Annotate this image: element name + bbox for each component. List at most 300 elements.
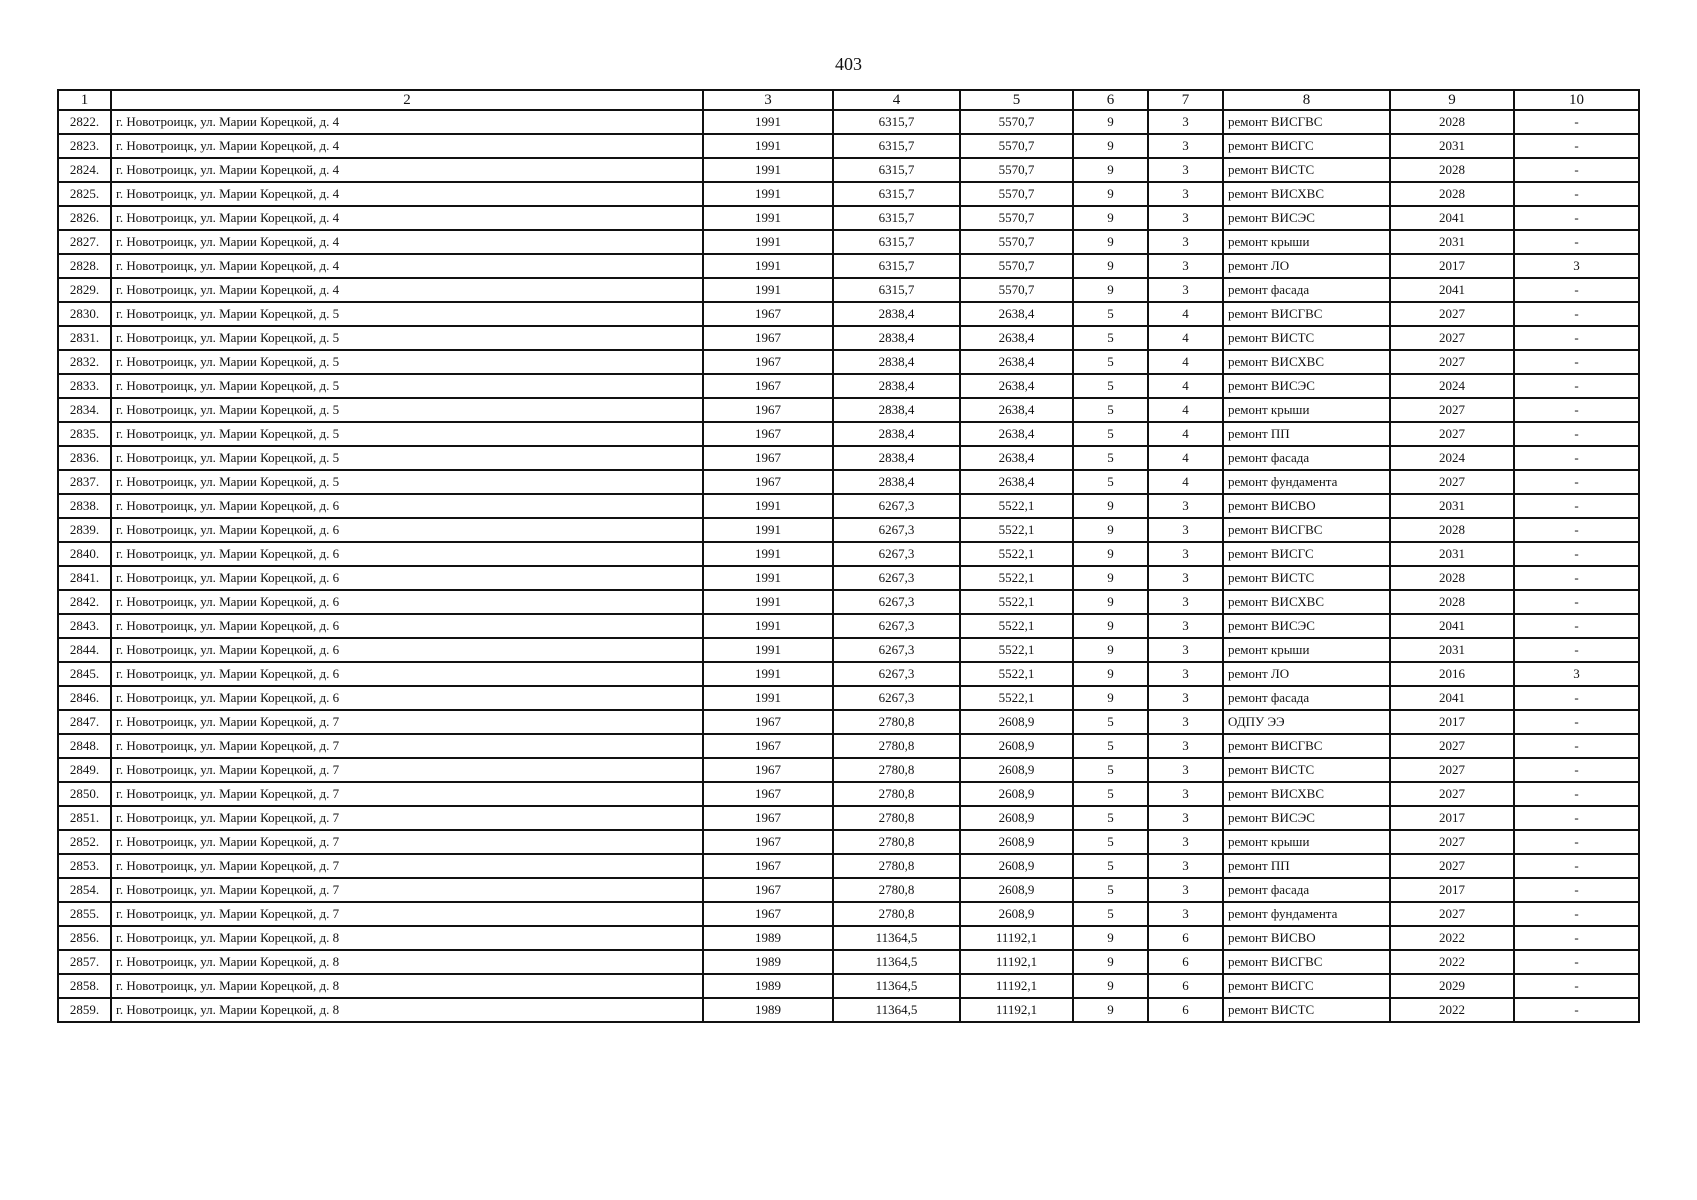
- cell-entrances: 3: [1148, 662, 1223, 686]
- cell-note: 3: [1514, 662, 1639, 686]
- cell-note: -: [1514, 422, 1639, 446]
- cell-planned-year: 2028: [1390, 182, 1514, 206]
- cell-living-area: 2638,4: [960, 470, 1073, 494]
- cell-planned-year: 2016: [1390, 662, 1514, 686]
- cell-work-type: ремонт ВИСЭС: [1223, 374, 1390, 398]
- cell-work-type: ремонт ПП: [1223, 854, 1390, 878]
- cell-planned-year: 2027: [1390, 398, 1514, 422]
- cell-floors: 5: [1073, 854, 1148, 878]
- cell-living-area: 5570,7: [960, 158, 1073, 182]
- cell-planned-year: 2027: [1390, 782, 1514, 806]
- column-header-8: 8: [1223, 90, 1390, 110]
- header-row: [58, 90, 1639, 110]
- cell-living-area: 5570,7: [960, 278, 1073, 302]
- cell-entrances: 3: [1148, 686, 1223, 710]
- cell-address: г. Новотроицк, ул. Марии Корецкой, д. 6: [111, 638, 703, 662]
- cell-floors: 5: [1073, 302, 1148, 326]
- cell-total-area: 6267,3: [833, 686, 960, 710]
- cell-note: -: [1514, 350, 1639, 374]
- cell-entrances: 3: [1148, 806, 1223, 830]
- cell-planned-year: 2017: [1390, 710, 1514, 734]
- cell-work-type: ремонт ВИСТС: [1223, 758, 1390, 782]
- cell-row-number: 2835.: [58, 422, 111, 446]
- cell-address: г. Новотроицк, ул. Марии Корецкой, д. 8: [111, 974, 703, 998]
- cell-living-area: 5522,1: [960, 566, 1073, 590]
- cell-work-type: ремонт крыши: [1223, 230, 1390, 254]
- cell-year-built: 1991: [703, 590, 833, 614]
- cell-total-area: 11364,5: [833, 950, 960, 974]
- cell-year-built: 1967: [703, 326, 833, 350]
- cell-floors: 5: [1073, 782, 1148, 806]
- cell-entrances: 6: [1148, 926, 1223, 950]
- cell-year-built: 1991: [703, 158, 833, 182]
- cell-row-number: 2841.: [58, 566, 111, 590]
- table-row: [58, 350, 1639, 374]
- cell-living-area: 2608,9: [960, 734, 1073, 758]
- cell-work-type: ремонт фасада: [1223, 686, 1390, 710]
- cell-floors: 9: [1073, 110, 1148, 134]
- cell-entrances: 4: [1148, 302, 1223, 326]
- cell-note: -: [1514, 758, 1639, 782]
- cell-total-area: 6267,3: [833, 638, 960, 662]
- cell-total-area: 2838,4: [833, 422, 960, 446]
- cell-entrances: 3: [1148, 158, 1223, 182]
- cell-work-type: ремонт ВИСХВС: [1223, 182, 1390, 206]
- cell-total-area: 6315,7: [833, 278, 960, 302]
- cell-row-number: 2850.: [58, 782, 111, 806]
- column-header-5: 5: [960, 90, 1073, 110]
- table-row: [58, 398, 1639, 422]
- cell-address: г. Новотроицк, ул. Марии Корецкой, д. 4: [111, 278, 703, 302]
- cell-work-type: ремонт фасада: [1223, 878, 1390, 902]
- cell-living-area: 5570,7: [960, 110, 1073, 134]
- cell-row-number: 2826.: [58, 206, 111, 230]
- cell-living-area: 2608,9: [960, 830, 1073, 854]
- cell-work-type: ремонт фасада: [1223, 278, 1390, 302]
- cell-floors: 9: [1073, 662, 1148, 686]
- cell-planned-year: 2041: [1390, 278, 1514, 302]
- cell-address: г. Новотроицк, ул. Марии Корецкой, д. 6: [111, 566, 703, 590]
- cell-year-built: 1991: [703, 638, 833, 662]
- cell-floors: 9: [1073, 638, 1148, 662]
- table-row: [58, 374, 1639, 398]
- column-header-4: 4: [833, 90, 960, 110]
- cell-planned-year: 2031: [1390, 542, 1514, 566]
- cell-total-area: 6315,7: [833, 230, 960, 254]
- cell-address: г. Новотроицк, ул. Марии Корецкой, д. 4: [111, 110, 703, 134]
- cell-year-built: 1967: [703, 878, 833, 902]
- cell-living-area: 2638,4: [960, 446, 1073, 470]
- cell-note: -: [1514, 326, 1639, 350]
- cell-living-area: 2638,4: [960, 326, 1073, 350]
- cell-year-built: 1991: [703, 566, 833, 590]
- cell-total-area: 2838,4: [833, 350, 960, 374]
- cell-living-area: 2608,9: [960, 902, 1073, 926]
- cell-row-number: 2849.: [58, 758, 111, 782]
- cell-row-number: 2828.: [58, 254, 111, 278]
- cell-row-number: 2859.: [58, 998, 111, 1022]
- cell-planned-year: 2017: [1390, 806, 1514, 830]
- table-row: [58, 326, 1639, 350]
- cell-note: -: [1514, 902, 1639, 926]
- cell-entrances: 3: [1148, 134, 1223, 158]
- cell-address: г. Новотроицк, ул. Марии Корецкой, д. 4: [111, 182, 703, 206]
- cell-living-area: 5570,7: [960, 134, 1073, 158]
- cell-year-built: 1967: [703, 710, 833, 734]
- cell-entrances: 3: [1148, 710, 1223, 734]
- cell-living-area: 2638,4: [960, 374, 1073, 398]
- cell-work-type: ремонт ВИСГС: [1223, 542, 1390, 566]
- cell-address: г. Новотроицк, ул. Марии Корецкой, д. 5: [111, 446, 703, 470]
- cell-planned-year: 2041: [1390, 686, 1514, 710]
- cell-floors: 5: [1073, 758, 1148, 782]
- cell-floors: 9: [1073, 614, 1148, 638]
- cell-note: -: [1514, 230, 1639, 254]
- cell-work-type: ремонт ВИСТС: [1223, 158, 1390, 182]
- cell-entrances: 3: [1148, 854, 1223, 878]
- cell-total-area: 11364,5: [833, 974, 960, 998]
- cell-total-area: 2780,8: [833, 854, 960, 878]
- cell-address: г. Новотроицк, ул. Марии Корецкой, д. 4: [111, 206, 703, 230]
- cell-address: г. Новотроицк, ул. Марии Корецкой, д. 6: [111, 686, 703, 710]
- table-row: [58, 710, 1639, 734]
- cell-year-built: 1991: [703, 518, 833, 542]
- cell-total-area: 6315,7: [833, 182, 960, 206]
- table-row: [58, 590, 1639, 614]
- cell-work-type: ремонт ВИСХВС: [1223, 782, 1390, 806]
- cell-row-number: 2834.: [58, 398, 111, 422]
- page-number: 403: [835, 54, 862, 74]
- cell-address: г. Новотроицк, ул. Марии Корецкой, д. 6: [111, 494, 703, 518]
- cell-entrances: 3: [1148, 206, 1223, 230]
- column-header-10: 10: [1514, 90, 1639, 110]
- cell-year-built: 1991: [703, 110, 833, 134]
- cell-floors: 9: [1073, 686, 1148, 710]
- cell-floors: 5: [1073, 710, 1148, 734]
- cell-work-type: ремонт крыши: [1223, 638, 1390, 662]
- column-header-1: 1: [58, 90, 111, 110]
- cell-floors: 9: [1073, 254, 1148, 278]
- cell-year-built: 1991: [703, 542, 833, 566]
- cell-living-area: 5570,7: [960, 230, 1073, 254]
- cell-total-area: 6267,3: [833, 542, 960, 566]
- cell-entrances: 3: [1148, 878, 1223, 902]
- cell-entrances: 3: [1148, 518, 1223, 542]
- cell-address: г. Новотроицк, ул. Марии Корецкой, д. 5: [111, 326, 703, 350]
- cell-note: -: [1514, 494, 1639, 518]
- cell-work-type: ремонт ВИСГВС: [1223, 518, 1390, 542]
- cell-row-number: 2855.: [58, 902, 111, 926]
- cell-row-number: 2837.: [58, 470, 111, 494]
- cell-note: -: [1514, 878, 1639, 902]
- cell-total-area: 6315,7: [833, 110, 960, 134]
- cell-address: г. Новотроицк, ул. Марии Корецкой, д. 5: [111, 398, 703, 422]
- cell-year-built: 1989: [703, 950, 833, 974]
- cell-row-number: 2839.: [58, 518, 111, 542]
- cell-living-area: 11192,1: [960, 950, 1073, 974]
- cell-living-area: 11192,1: [960, 926, 1073, 950]
- cell-entrances: 6: [1148, 998, 1223, 1022]
- cell-entrances: 3: [1148, 182, 1223, 206]
- cell-year-built: 1989: [703, 926, 833, 950]
- cell-work-type: ремонт фундамента: [1223, 902, 1390, 926]
- cell-address: г. Новотроицк, ул. Марии Корецкой, д. 6: [111, 518, 703, 542]
- cell-living-area: 2638,4: [960, 422, 1073, 446]
- table-row: [58, 974, 1639, 998]
- cell-total-area: 6267,3: [833, 590, 960, 614]
- cell-year-built: 1967: [703, 422, 833, 446]
- cell-note: -: [1514, 998, 1639, 1022]
- cell-planned-year: 2028: [1390, 110, 1514, 134]
- column-header-9: 9: [1390, 90, 1514, 110]
- cell-total-area: 2838,4: [833, 398, 960, 422]
- cell-total-area: 2838,4: [833, 470, 960, 494]
- cell-planned-year: 2022: [1390, 950, 1514, 974]
- cell-entrances: 3: [1148, 614, 1223, 638]
- cell-planned-year: 2027: [1390, 734, 1514, 758]
- cell-note: -: [1514, 518, 1639, 542]
- cell-total-area: 6315,7: [833, 206, 960, 230]
- cell-work-type: ОДПУ ЭЭ: [1223, 710, 1390, 734]
- cell-living-area: 5522,1: [960, 662, 1073, 686]
- cell-address: г. Новотроицк, ул. Марии Корецкой, д. 5: [111, 374, 703, 398]
- table-header: [58, 90, 1639, 110]
- cell-address: г. Новотроицк, ул. Марии Корецкой, д. 4: [111, 230, 703, 254]
- cell-planned-year: 2022: [1390, 926, 1514, 950]
- cell-total-area: 6267,3: [833, 494, 960, 518]
- cell-total-area: 11364,5: [833, 926, 960, 950]
- table-row: [58, 998, 1639, 1022]
- cell-living-area: 2638,4: [960, 302, 1073, 326]
- cell-year-built: 1991: [703, 662, 833, 686]
- cell-year-built: 1991: [703, 614, 833, 638]
- cell-work-type: ремонт фундамента: [1223, 470, 1390, 494]
- cell-planned-year: 2027: [1390, 422, 1514, 446]
- cell-address: г. Новотроицк, ул. Марии Корецкой, д. 6: [111, 542, 703, 566]
- cell-living-area: 5522,1: [960, 542, 1073, 566]
- table-row: [58, 758, 1639, 782]
- cell-address: г. Новотроицк, ул. Марии Корецкой, д. 8: [111, 926, 703, 950]
- cell-address: г. Новотроицк, ул. Марии Корецкой, д. 7: [111, 806, 703, 830]
- cell-entrances: 4: [1148, 350, 1223, 374]
- cell-year-built: 1967: [703, 350, 833, 374]
- cell-planned-year: 2027: [1390, 830, 1514, 854]
- cell-total-area: 6267,3: [833, 566, 960, 590]
- registry-table: [57, 89, 1640, 1023]
- cell-work-type: ремонт фасада: [1223, 446, 1390, 470]
- table-row: [58, 926, 1639, 950]
- cell-planned-year: 2022: [1390, 998, 1514, 1022]
- cell-address: г. Новотроицк, ул. Марии Корецкой, д. 7: [111, 854, 703, 878]
- cell-row-number: 2847.: [58, 710, 111, 734]
- cell-total-area: 6267,3: [833, 614, 960, 638]
- cell-year-built: 1991: [703, 278, 833, 302]
- cell-entrances: 3: [1148, 278, 1223, 302]
- table-row: [58, 278, 1639, 302]
- cell-address: г. Новотроицк, ул. Марии Корецкой, д. 7: [111, 902, 703, 926]
- cell-row-number: 2824.: [58, 158, 111, 182]
- cell-entrances: 4: [1148, 398, 1223, 422]
- cell-row-number: 2842.: [58, 590, 111, 614]
- cell-planned-year: 2028: [1390, 566, 1514, 590]
- cell-entrances: 3: [1148, 494, 1223, 518]
- cell-entrances: 3: [1148, 830, 1223, 854]
- cell-total-area: 2780,8: [833, 782, 960, 806]
- cell-planned-year: 2024: [1390, 446, 1514, 470]
- cell-work-type: ремонт ВИСГВС: [1223, 110, 1390, 134]
- cell-planned-year: 2031: [1390, 494, 1514, 518]
- cell-planned-year: 2027: [1390, 470, 1514, 494]
- cell-note: 3: [1514, 254, 1639, 278]
- cell-total-area: 2780,8: [833, 878, 960, 902]
- cell-planned-year: 2041: [1390, 614, 1514, 638]
- cell-floors: 9: [1073, 590, 1148, 614]
- cell-work-type: ремонт ВИСЭС: [1223, 206, 1390, 230]
- table-row: [58, 566, 1639, 590]
- cell-row-number: 2856.: [58, 926, 111, 950]
- cell-planned-year: 2027: [1390, 326, 1514, 350]
- cell-living-area: 5570,7: [960, 206, 1073, 230]
- cell-year-built: 1967: [703, 374, 833, 398]
- table-body: [58, 110, 1639, 1022]
- cell-note: -: [1514, 590, 1639, 614]
- cell-planned-year: 2031: [1390, 134, 1514, 158]
- cell-entrances: 3: [1148, 734, 1223, 758]
- cell-address: г. Новотроицк, ул. Марии Корецкой, д. 5: [111, 422, 703, 446]
- cell-year-built: 1991: [703, 254, 833, 278]
- cell-planned-year: 2031: [1390, 230, 1514, 254]
- cell-address: г. Новотроицк, ул. Марии Корецкой, д. 7: [111, 734, 703, 758]
- cell-floors: 5: [1073, 878, 1148, 902]
- cell-entrances: 4: [1148, 470, 1223, 494]
- table-row: [58, 854, 1639, 878]
- cell-address: г. Новотроицк, ул. Марии Корецкой, д. 4: [111, 134, 703, 158]
- cell-address: г. Новотроицк, ул. Марии Корецкой, д. 6: [111, 590, 703, 614]
- cell-note: -: [1514, 638, 1639, 662]
- cell-planned-year: 2028: [1390, 518, 1514, 542]
- cell-floors: 5: [1073, 902, 1148, 926]
- cell-living-area: 5522,1: [960, 638, 1073, 662]
- cell-year-built: 1967: [703, 446, 833, 470]
- cell-row-number: 2853.: [58, 854, 111, 878]
- cell-note: -: [1514, 566, 1639, 590]
- cell-row-number: 2833.: [58, 374, 111, 398]
- cell-row-number: 2831.: [58, 326, 111, 350]
- cell-note: -: [1514, 614, 1639, 638]
- cell-floors: 9: [1073, 206, 1148, 230]
- cell-living-area: 2608,9: [960, 806, 1073, 830]
- cell-row-number: 2851.: [58, 806, 111, 830]
- cell-work-type: ремонт ВИСГС: [1223, 134, 1390, 158]
- column-header-3: 3: [703, 90, 833, 110]
- table-row: [58, 662, 1639, 686]
- cell-floors: 9: [1073, 494, 1148, 518]
- cell-note: -: [1514, 926, 1639, 950]
- cell-row-number: 2836.: [58, 446, 111, 470]
- cell-address: г. Новотроицк, ул. Марии Корецкой, д. 8: [111, 950, 703, 974]
- cell-note: -: [1514, 158, 1639, 182]
- cell-note: -: [1514, 950, 1639, 974]
- column-header-6: 6: [1073, 90, 1148, 110]
- cell-floors: 5: [1073, 374, 1148, 398]
- cell-row-number: 2852.: [58, 830, 111, 854]
- cell-living-area: 5522,1: [960, 686, 1073, 710]
- cell-note: -: [1514, 806, 1639, 830]
- cell-floors: 5: [1073, 422, 1148, 446]
- cell-year-built: 1967: [703, 302, 833, 326]
- table-row: [58, 542, 1639, 566]
- cell-planned-year: 2029: [1390, 974, 1514, 998]
- cell-entrances: 4: [1148, 422, 1223, 446]
- table-row: [58, 134, 1639, 158]
- cell-planned-year: 2027: [1390, 902, 1514, 926]
- cell-note: -: [1514, 446, 1639, 470]
- cell-work-type: ремонт ВИСТС: [1223, 998, 1390, 1022]
- cell-entrances: 4: [1148, 326, 1223, 350]
- cell-address: г. Новотроицк, ул. Марии Корецкой, д. 5: [111, 302, 703, 326]
- cell-living-area: 5522,1: [960, 614, 1073, 638]
- cell-note: -: [1514, 302, 1639, 326]
- cell-year-built: 1967: [703, 470, 833, 494]
- cell-address: г. Новотроицк, ул. Марии Корецкой, д. 5: [111, 350, 703, 374]
- cell-entrances: 6: [1148, 950, 1223, 974]
- cell-total-area: 2780,8: [833, 806, 960, 830]
- cell-floors: 9: [1073, 950, 1148, 974]
- cell-entrances: 3: [1148, 110, 1223, 134]
- table-row: [58, 470, 1639, 494]
- cell-row-number: 2830.: [58, 302, 111, 326]
- cell-row-number: 2825.: [58, 182, 111, 206]
- cell-work-type: ремонт ВИСТС: [1223, 566, 1390, 590]
- cell-year-built: 1991: [703, 230, 833, 254]
- cell-note: -: [1514, 134, 1639, 158]
- cell-row-number: 2843.: [58, 614, 111, 638]
- cell-total-area: 6315,7: [833, 254, 960, 278]
- cell-year-built: 1991: [703, 182, 833, 206]
- table-row: [58, 110, 1639, 134]
- cell-total-area: 2780,8: [833, 830, 960, 854]
- cell-floors: 9: [1073, 278, 1148, 302]
- cell-living-area: 2608,9: [960, 854, 1073, 878]
- table-row: [58, 734, 1639, 758]
- cell-floors: 9: [1073, 974, 1148, 998]
- cell-address: г. Новотроицк, ул. Марии Корецкой, д. 4: [111, 254, 703, 278]
- cell-planned-year: 2031: [1390, 638, 1514, 662]
- cell-year-built: 1967: [703, 782, 833, 806]
- cell-row-number: 2858.: [58, 974, 111, 998]
- cell-living-area: 5570,7: [960, 254, 1073, 278]
- column-header-2: 2: [111, 90, 703, 110]
- table-row: [58, 422, 1639, 446]
- cell-living-area: 2638,4: [960, 398, 1073, 422]
- cell-row-number: 2823.: [58, 134, 111, 158]
- cell-work-type: ремонт ВИСГВС: [1223, 950, 1390, 974]
- cell-total-area: 2838,4: [833, 326, 960, 350]
- cell-address: г. Новотроицк, ул. Марии Корецкой, д. 6: [111, 614, 703, 638]
- cell-entrances: 3: [1148, 566, 1223, 590]
- cell-year-built: 1991: [703, 686, 833, 710]
- table-row: [58, 206, 1639, 230]
- cell-living-area: 11192,1: [960, 974, 1073, 998]
- cell-floors: 5: [1073, 806, 1148, 830]
- cell-note: -: [1514, 734, 1639, 758]
- cell-row-number: 2840.: [58, 542, 111, 566]
- cell-note: -: [1514, 374, 1639, 398]
- cell-work-type: ремонт ВИСТС: [1223, 326, 1390, 350]
- cell-floors: 5: [1073, 398, 1148, 422]
- table-row: [58, 494, 1639, 518]
- cell-living-area: 2608,9: [960, 710, 1073, 734]
